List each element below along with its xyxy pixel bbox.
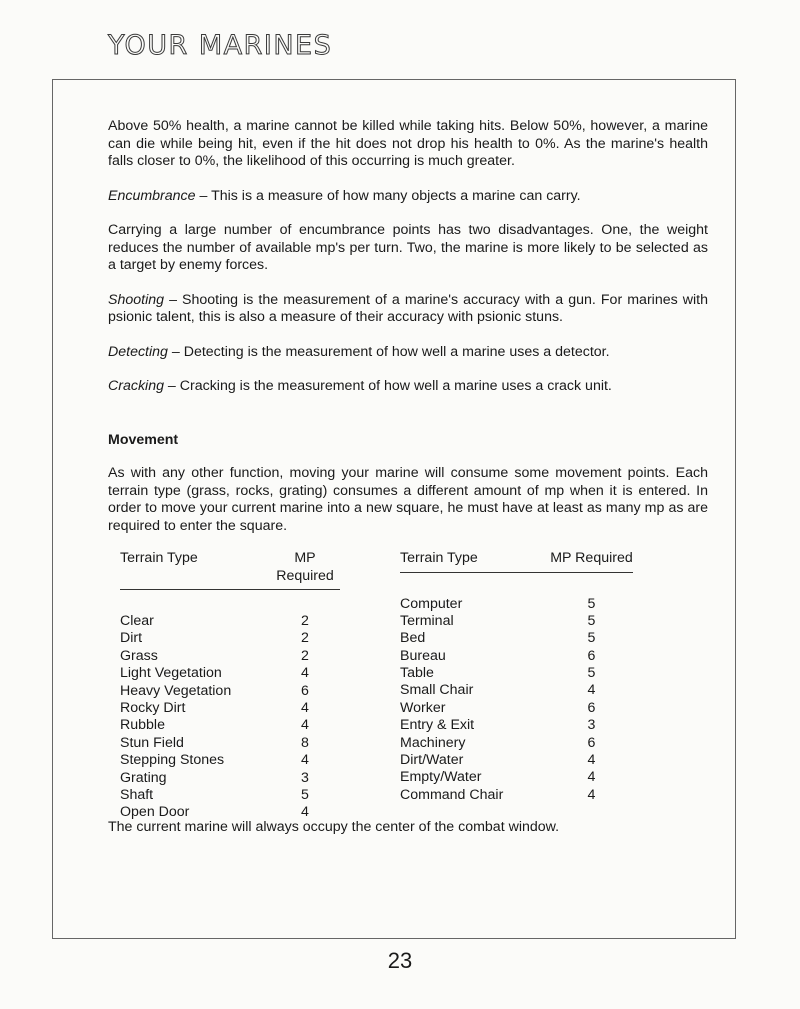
table-row <box>400 769 633 786</box>
table-row <box>120 648 340 665</box>
table-row <box>400 735 633 752</box>
shooting-text: – Shooting is the measurement of a marine's accuracy with a gun. For marines with psionic talent, this is also a measure of their accuracy with psionic stuns. <box>108 291 708 325</box>
mp-value: 4 <box>301 665 309 682</box>
terrain-type-header: Terrain Type <box>120 550 198 566</box>
table-row <box>120 752 340 769</box>
mp-value: 4 <box>587 786 596 803</box>
terrain-name: Clear <box>120 613 154 629</box>
mp-value: 3 <box>301 769 309 786</box>
terrain-table-right <box>400 550 633 804</box>
terrain-name: Grating <box>120 769 167 786</box>
table-row <box>120 613 340 630</box>
terrain-name: Rubble <box>120 717 165 734</box>
encumbrance-paragraph <box>108 188 708 206</box>
table-row <box>120 630 340 647</box>
mp-value: 8 <box>301 734 309 751</box>
terrain-name: Bed <box>400 630 426 647</box>
mp-value: 3 <box>587 717 596 734</box>
terrain-name: Dirt <box>120 630 143 647</box>
mp-required-header: MP Required <box>550 550 633 566</box>
terrain-name: Stepping Stones <box>120 752 225 769</box>
terrain-name: Table <box>400 665 434 682</box>
terrain-name: Grass <box>120 647 158 664</box>
terrain-name: Shaft <box>120 786 154 803</box>
table-row <box>120 735 340 752</box>
terrain-name: Empty/Water <box>400 769 482 786</box>
terrain-name: Command Chair <box>400 786 504 803</box>
mp-value: 6 <box>587 734 596 751</box>
terrain-table-right-header <box>400 550 633 573</box>
cracking-term: Cracking <box>108 378 164 394</box>
table-row <box>120 787 340 804</box>
terrain-type-header: Terrain Type <box>400 550 478 566</box>
page-title: YOUR MARINES <box>108 30 333 61</box>
encumbrance-term: Encumbrance <box>108 187 196 204</box>
shooting-term: Shooting <box>108 291 165 308</box>
terrain-name: Entry & Exit <box>400 717 475 734</box>
table-row <box>400 717 633 734</box>
mp-value: 5 <box>587 630 596 647</box>
table-row <box>400 596 633 613</box>
terrain-table-right-rows <box>400 596 633 805</box>
table-row <box>400 700 633 717</box>
terrain-name: Stun Field <box>120 734 184 751</box>
mp-value: 6 <box>587 699 596 716</box>
mp-value: 5 <box>587 595 596 612</box>
table-row <box>400 613 633 630</box>
carrying-paragraph: Carrying a large number of encumbrance points has two disadvantages. One, the weight reduces the number of available mp's per turn. Two, the marine is more likely to be selected as a target by enemy forces. <box>108 222 708 273</box>
mp-value: 4 <box>587 752 596 769</box>
terrain-name: Dirt/Water <box>400 752 464 769</box>
mp-value: 4 <box>587 769 596 786</box>
encumbrance-text: – This is a measure of how many objects a marine can carry. <box>195 187 581 204</box>
mp-value: 4 <box>301 752 309 769</box>
terrain-name: Machinery <box>400 734 466 751</box>
page-content <box>108 118 708 835</box>
table-row <box>120 717 340 734</box>
terrain-name: Computer <box>400 595 463 612</box>
cracking-text: – Cracking is the measurement of how well a marine uses a crack unit. <box>163 378 612 394</box>
table-row <box>120 700 340 717</box>
page-number: 23 <box>387 948 413 973</box>
terrain-name: Worker <box>400 699 446 716</box>
detecting-text: – Detecting is the measurement of how well a marine uses a detector. <box>167 343 610 360</box>
terrain-name: Bureau <box>400 647 446 664</box>
mp-value: 5 <box>587 665 596 682</box>
table-row <box>120 683 340 700</box>
shooting-paragraph <box>108 292 708 327</box>
mp-value: 2 <box>301 630 309 647</box>
cracking-paragraph <box>108 378 708 396</box>
mp-value: 5 <box>301 786 309 803</box>
detecting-term: Detecting <box>108 343 168 360</box>
mp-required-header: MP Required <box>276 550 334 584</box>
terrain-name: Light Vegetation <box>120 665 222 682</box>
terrain-table-left-rows <box>120 613 340 822</box>
mp-value: 2 <box>301 613 309 629</box>
table-row <box>400 648 633 665</box>
mp-value: 2 <box>301 647 309 664</box>
table-row <box>400 665 633 682</box>
movement-paragraph: As with any other function, moving your marine will consume some movement points. Each terrain type (grass, rocks, grating) consumes a different amount of mp when it is entered. In order to move your current marine into a new square, he must have at least as many mp as are required to enter the square. <box>108 465 708 534</box>
movement-heading: Movement <box>108 431 179 448</box>
table-row <box>400 752 633 769</box>
terrain-table-left <box>120 550 340 822</box>
terrain-table-left-header <box>120 550 340 590</box>
mp-value: 4 <box>301 804 309 821</box>
mp-value: 6 <box>587 647 596 664</box>
table-row <box>400 630 633 647</box>
mp-value: 4 <box>301 717 309 734</box>
mp-value: 4 <box>587 682 596 699</box>
mp-value: 6 <box>301 682 309 699</box>
terrain-name: Terminal <box>400 612 454 629</box>
table-row <box>120 665 340 682</box>
mp-value: 5 <box>587 612 596 629</box>
terrain-name: Rocky Dirt <box>120 699 186 716</box>
terrain-name: Open Door <box>120 804 190 821</box>
table-row <box>400 682 633 699</box>
detecting-paragraph <box>108 344 708 362</box>
terrain-name: Heavy Vegetation <box>120 682 232 699</box>
health-paragraph: Above 50% health, a marine cannot be killed while taking hits. Below 50%, however, a marine can die while being hit, even if the hit does not drop his health to 0%. As the marine's health falls closer to 0%, the likelihood of this occurring is much greater. <box>108 118 708 169</box>
table-row <box>400 787 633 804</box>
terrain-name: Small Chair <box>400 682 474 699</box>
mp-value: 4 <box>301 699 309 716</box>
footer-note: The current marine will always occupy the center of the combat window. <box>108 819 560 835</box>
table-row <box>120 770 340 787</box>
